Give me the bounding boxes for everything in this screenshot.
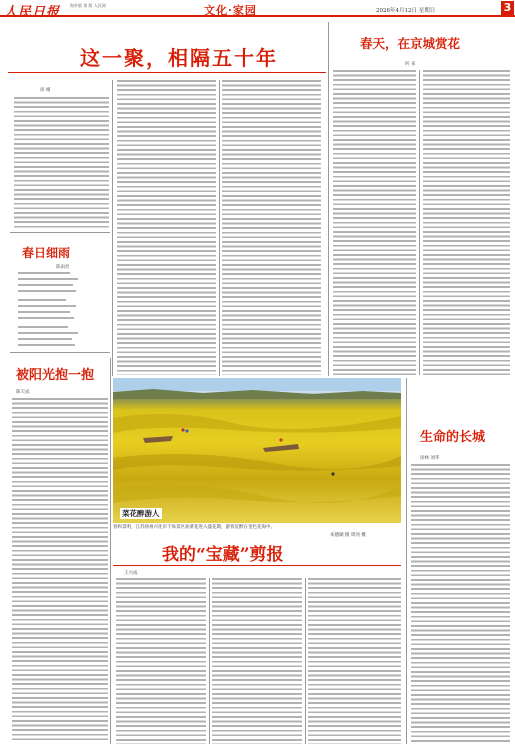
column-divider xyxy=(328,22,329,376)
page-header xyxy=(0,0,515,20)
greatwall-article-author: 徐林 刘华 xyxy=(420,456,440,461)
column-divider xyxy=(419,70,420,375)
poem-line xyxy=(18,311,70,313)
spring-article-title: 春天，在京城赏花 xyxy=(360,36,461,51)
poem-line xyxy=(18,317,74,319)
column-divider xyxy=(209,578,210,744)
spring-article-col-2 xyxy=(423,70,510,375)
column-divider xyxy=(112,80,113,376)
poem-line xyxy=(18,338,72,340)
poem-line xyxy=(18,272,70,274)
greatwall-article-title: 生命的长城 xyxy=(420,430,486,445)
poem-rule xyxy=(10,352,110,353)
newspaper-logo-subtitle: 海外版 第 版 人民网 xyxy=(70,3,106,8)
greatwall-article-body xyxy=(411,464,510,744)
page-number: 3 xyxy=(501,1,514,15)
poem-rule xyxy=(10,232,110,233)
poem-line xyxy=(18,332,78,334)
poem-author: 陈雨丝 xyxy=(56,265,70,270)
treasure-article-col-3 xyxy=(308,578,401,744)
main-article-col-2 xyxy=(117,80,216,375)
hug-article-title: 被阳光抱一抱 xyxy=(16,368,95,383)
spring-article-col-1 xyxy=(333,70,416,375)
poem-line xyxy=(18,284,73,286)
column-divider xyxy=(305,578,306,744)
newspaper-logo: 人民日报 xyxy=(4,5,61,20)
photo-scene xyxy=(113,378,401,523)
poem-line xyxy=(18,278,78,280)
hug-article-body xyxy=(12,398,108,742)
poem-line xyxy=(18,344,75,346)
main-article-title: 这一聚，相隔五十年 xyxy=(80,46,278,70)
poem-line xyxy=(18,299,66,301)
hug-article-author: 陈天成 xyxy=(16,390,30,395)
column-divider xyxy=(219,80,220,376)
photo-credit: 朱德湖 摄 周河 摄 xyxy=(330,533,366,538)
poem-title: 春日细雨 xyxy=(22,246,71,260)
treasure-article-col-2 xyxy=(212,578,302,744)
poem-line xyxy=(18,290,76,292)
treasure-article-author: 王兴成 xyxy=(124,571,138,576)
main-article-col-1 xyxy=(14,97,109,230)
main-title-rule xyxy=(8,72,326,73)
photo-caption: 春和景明，江苏扬州兴化市千垛景区油菜花进入盛花期，游客沉醉在金色花海中。 xyxy=(113,525,275,530)
column-divider xyxy=(110,358,111,744)
column-divider xyxy=(406,378,407,744)
treasure-title-rule xyxy=(113,565,401,566)
main-article-author: 徐 刚 xyxy=(40,88,51,93)
main-article-col-3 xyxy=(222,80,321,375)
issue-date: 2026年4月12日 星期日 xyxy=(376,8,436,14)
section-title: 文化·家园 xyxy=(204,4,257,17)
treasure-article-title: 我的“宝藏”剪报 xyxy=(162,545,284,565)
photo-label: 菜花醉游人 xyxy=(122,509,160,518)
poem-line xyxy=(18,305,76,307)
poem-line xyxy=(18,326,68,328)
spring-article-author: 何 来 xyxy=(405,62,416,67)
rapeseed-field-photo xyxy=(113,378,401,523)
treasure-article-col-1 xyxy=(116,578,206,744)
